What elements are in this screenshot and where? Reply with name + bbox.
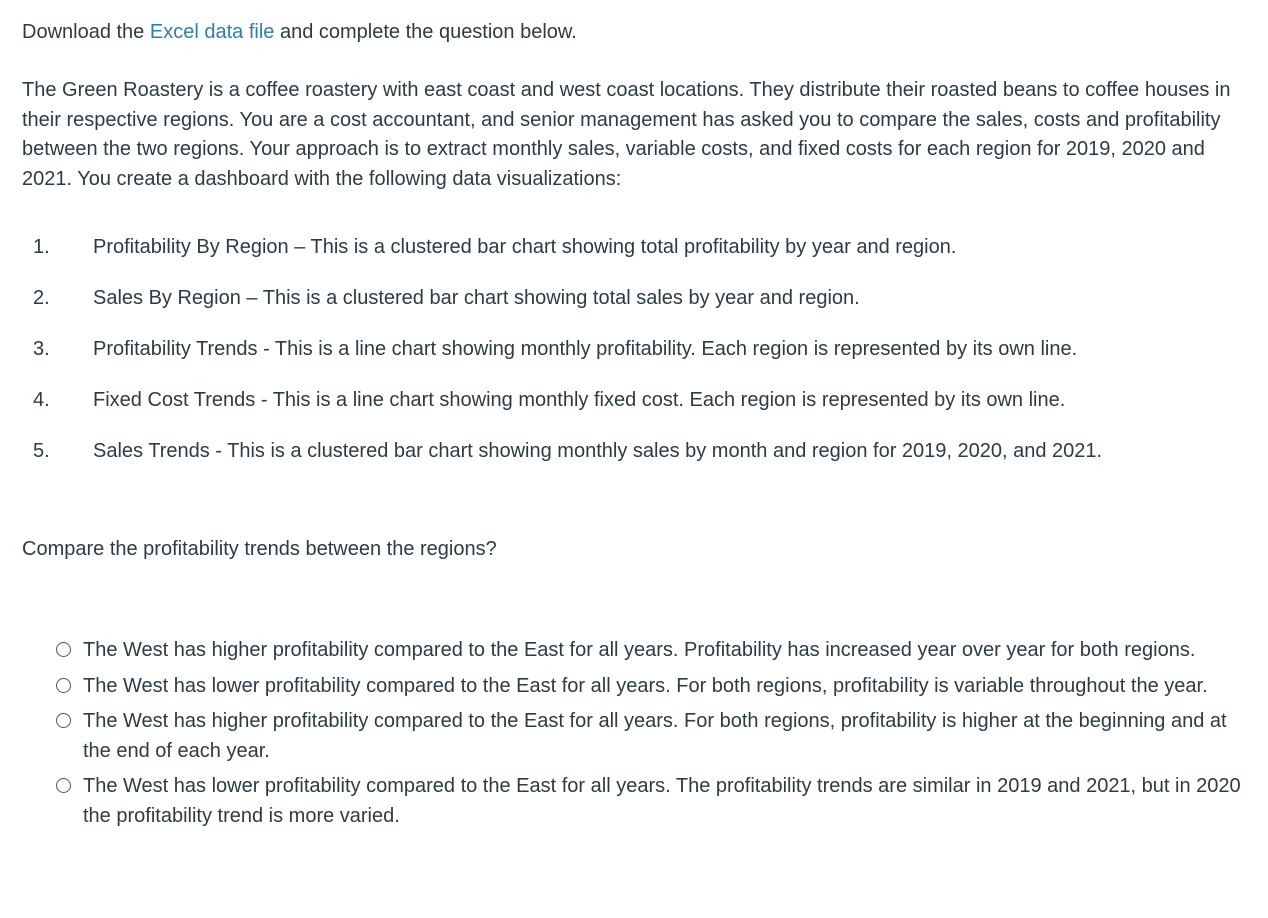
list-item (22, 335, 1258, 386)
list-item-text: Fixed Cost Trends - This is a line chart showing monthly fixed cost. Each region is represented by its own line. (93, 389, 1066, 411)
intro-suffix: and complete the question below. (274, 21, 577, 43)
answer-option-3[interactable] (78, 707, 1248, 766)
answer-option-label: The West has lower profitability compared to the East for all years. The profitability trends are similar in 2019 and 2021, but in 2020 the profitability trend is more varied. (83, 775, 1241, 827)
answer-option-4[interactable] (78, 772, 1248, 831)
answer-option-label: The West has lower profitability compared to the East for all years. For both regions, profitability is variable throughout the year. (83, 674, 1208, 697)
intro-prefix: Download the (22, 21, 150, 43)
list-item-number: 4. (33, 389, 50, 411)
list-item-text: Profitability By Region – This is a clustered bar chart showing total profitability by year and region. (93, 236, 957, 258)
list-item-text: Sales By Region – This is a clustered bar chart showing total sales by year and region. (93, 287, 860, 309)
visualization-list (22, 233, 1258, 488)
answer-option-2[interactable] (78, 672, 1248, 702)
list-item (22, 284, 1258, 335)
answer-option-1[interactable] (78, 636, 1248, 666)
list-item-number: 2. (33, 287, 50, 309)
excel-data-file-link[interactable]: Excel data file (149, 21, 275, 43)
download-instructions (22, 18, 577, 48)
answer-option-label: The West has higher profitability compared to the East for all years. Profitability has increased year over year for both regions. (83, 639, 1196, 661)
list-item-number: 5. (33, 440, 50, 462)
question-text: Compare the profitability trends between the regions? (22, 538, 497, 560)
list-item-number: 1. (33, 236, 50, 258)
list-item-number: 3. (33, 338, 50, 360)
answer-options (78, 636, 1248, 837)
scenario-paragraph: The Green Roastery is a coffee roastery with east coast and west coast locations. They distribute their roasted beans to coffee houses in their respective regions. You are a cost accountant, and senior management has asked you to compare the sales, costs and profitability between the two regions. Your approach is to extract monthly sales, variable costs, and fixed costs for each region for 2019, 2020 and 2021. You create a dashboard with the following data visualizations: (22, 79, 1231, 190)
list-item-text: Profitability Trends - This is a line chart showing monthly profitability. Each region is represented by its own line. (93, 338, 1078, 360)
list-item (22, 386, 1258, 437)
list-item-text: Sales Trends - This is a clustered bar chart showing monthly sales by month and region for 2019, 2020, and 2021. (93, 440, 1103, 462)
list-item (22, 437, 1258, 488)
radio-button[interactable] (56, 678, 71, 693)
radio-button[interactable] (56, 778, 71, 793)
radio-button[interactable] (56, 642, 71, 657)
list-item (22, 233, 1258, 284)
radio-button[interactable] (56, 713, 71, 728)
answer-option-label: The West has higher profitability compared to the East for all years. For both regions, profitability is higher at the beginning and at the end of each year. (83, 710, 1227, 762)
